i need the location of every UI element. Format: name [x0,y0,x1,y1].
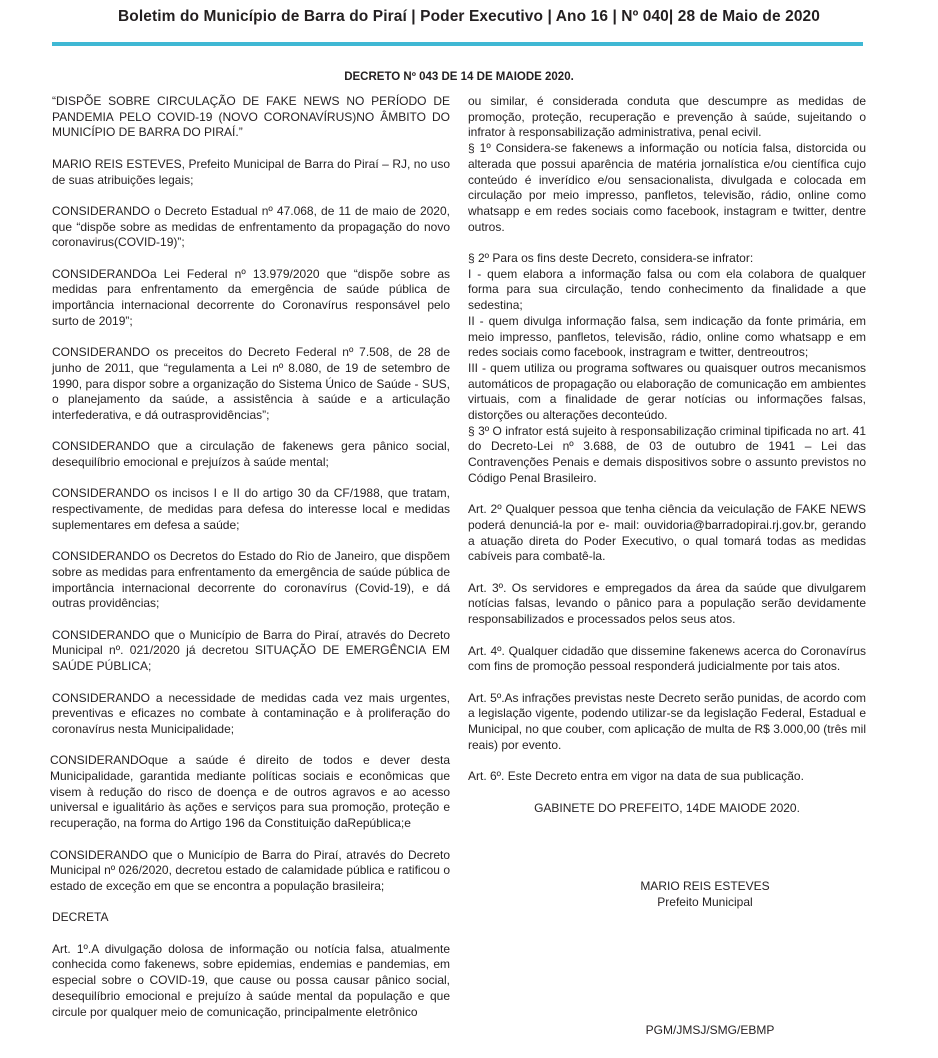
decree-title: DECRETO Nº 043 DE 14 DE MAIODE 2020. [344,71,574,83]
considerando-7: CONSIDERANDO que o Município de Barra do Piraí, através do Decreto Municipal nº. 021/2020 já decretou SITUAÇÃO DE EMERGÊNCIA EM SAÚDE PÚBLICA; [52,627,450,674]
considerando-2: CONSIDERANDOa Lei Federal nº 13.979/2020 que “dispõe sobre as medidas para enfrentamento da emergência de saúde pública de importância internacional decorrente do Coronavírus responsável pelo surto de 2019”; [52,266,450,328]
article-1-continued: ou similar, é considerada conduta que descumpre as medidas de promoção, proteção, recuperação e prevenção à saúde, sujeitando o infrator à responsabilização administrativa, penal ecivil. [468,94,866,140]
paragraph-2: § 2º Para os fins deste Decreto, considera-se infrator: [468,251,754,266]
considerando-9: CONSIDERANDOque a saúde é direito de todos e dever desta Municipalidade, garantida mediante políticas sociais e econômicas que visem à redução do risco de doença e de outros agravos e ao acesso universal e igualitário às ações e serviços para sua promoção, proteção e recuperação, na forma do Artigo 196 da Constituição daRepública;e [50,753,450,831]
item-i: I - quem elabora a informação falsa ou com ela colabora de qualquer forma para sua circulação, tendo conhecimento da finalidade a que sedestina; [468,266,866,313]
item-iii: III - quem utiliza ou programa softwares ou quaisquer outros mecanismos automáticos de propagação ou elaboração de comunicação em ambientes virtuais, com a finalidade de gerar notícias ou informações falsas, distorções ou alterações deconteúdo. [468,360,866,423]
signature-name: MARIO REIS ESTEVES [640,879,770,893]
article-4: Art. 4º. Qualquer cidadão que dissemine fakenews acerca do Coronavírus com fins de promoção pessoal responderá judicialmente por tais atos. [468,643,866,674]
preamble: MARIO REIS ESTEVES, Prefeito Municipal de Barra do Piraí – RJ, no uso de suas atribuições legais; [52,156,450,187]
bulletin-header: Boletim do Município de Barra do Piraí | Poder Executivo | Ano 16 | Nº 040| 28 de Maio de 2020 [118,8,820,25]
considerando-10: CONSIDERANDO que o Município de Barra do Piraí, através do Decreto Municipal nº 026/2020, decretou estado de calamidade pública e ratificou o estado de exceção em que se encontra a população brasileira; [50,847,450,893]
gabinete-line: GABINETE DO PREFEITO, 14DE MAIODE 2020. [534,800,800,815]
left-column [52,94,450,1020]
considerando-8: CONSIDERANDO a necessidade de medidas cada vez mais urgentes, preventivas e eficazes no combate à contaminação e à proliferação do coronavírus nesta Municipalidade; [52,690,450,736]
article-2: Art. 2º Qualquer pessoa que tenha ciência da veiculação de FAKE NEWS poderá denunciá-la por e- mail: ouvidoria@barradopirai.rj.gov.br, gerando a atuação direta do Poder Executivo, o qual tomará todas as medidas cabíveis para combatê-la. [468,502,866,564]
considerando-4: CONSIDERANDO que a circulação de fakenews gera pânico social, desequilíbrio emocional e prejuízos à saúde mental; [52,439,450,470]
signature-block [560,879,850,910]
article-5: Art. 5º.As infrações previstas neste Decreto serão punidas, de acordo com a legislação vigente, podendo utilizar-se da legislação Federal, Estadual e Municipal, no que couber, com aplicação de multa de R$ 3.000,00 (três mil reais) por evento. [468,690,866,752]
paragraph-3: § 3º O infrator está sujeito à responsabilização criminal tipificada no art. 41 do Decreto-Lei nº 3.688, de 03 de outubro de 1941 – Lei das Contravenções Penais e demais dispositivos sobre o assunto previstos no Código Penal Brasileiro. [468,423,866,485]
considerando-5: CONSIDERANDO os incisos I e II do artigo 30 da CF/1988, que tratam, respectivamente, de medidas para defesa do interesse local e medidas suplementares em defesa a saúde; [52,486,450,532]
header-rule [52,42,863,46]
article-6: Art. 6º. Este Decreto entra em vigor na data de sua publicação. [468,769,804,784]
considerando-6: CONSIDERANDO os Decretos do Estado do Rio de Janeiro, que dispõem sobre as medidas para enfrentamento da emergência de saúde pública de importância internacional decorrente do coronavírus (Covid-19), e dá outras providências; [52,549,450,611]
paragraph-1: § 1º Considera-se fakenews a informação ou notícia falsa, distorcida ou alterada que possui aparência de matéria jornalística e/ou científica cujo conteúdo é inverídico e/ou sensacionalista, divulgada e colocada em circulação por meio impresso, panfletos, televisão, rádio, online como whatsapp e em redes sociais como facebook, instagram e twitter, dentre outros. [468,141,866,234]
signature-role: Prefeito Municipal [657,894,753,909]
article-1: Art. 1º.A divulgação dolosa de informação ou notícia falsa, atualmente conhecida como fakenews, sobre epidemias, endemias e pandemias, em especial sobre o COVID-19, que cause ou possa causar pânico social, desequilíbrio emocional e prejuízo à saúde mental da população e que circule por qualquer meio de comunicação, principalmente eletrônico [52,941,450,1019]
decreta-heading: DECRETA [52,910,109,925]
considerando-1: CONSIDERANDO o Decreto Estadual nº 47.068, de 11 de maio de 2020, que “dispõe sobre as medidas de enfrentamento da propagação do novo coronavirus(COVID-19)”; [52,203,450,250]
footer-code: PGM/JMSJ/SMG/EBMP [645,1023,775,1037]
item-ii: II - quem divulga informação falsa, sem indicação da fonte primária, em meio impresso, panfletos, televisão, rádio, online como whatsapp e em redes sociais como facebook, instragram e twitter, dentreoutros; [468,313,866,360]
ementa: “DISPÕE SOBRE CIRCULAÇÃO DE FAKE NEWS NO PERÍODO DE PANDEMIA PELO COVID-19 (NOVO CORONAVÍRUS)NO ÂMBITO DO MUNICÍPIO DE BARRA DO PIRAÍ.” [52,94,450,140]
article-3: Art. 3º. Os servidores e empregados da área da saúde que divulgarem notícias falsas, levando o pânico para a população serão devidamente responsabilizados e processados pelos seus atos. [468,580,866,627]
considerando-3: CONSIDERANDO os preceitos do Decreto Federal nº 7.508, de 28 de junho de 2011, que “regulamenta a Lei nº 8.080, de 19 de setembro de 1990, para dispor sobre a organização do Sistema Único de Saúde - SUS, o planejamento da saúde, a assistência à saúde e a articulação interfederativa, e dá outrasprovidências”; [52,345,450,422]
right-column [468,94,866,832]
